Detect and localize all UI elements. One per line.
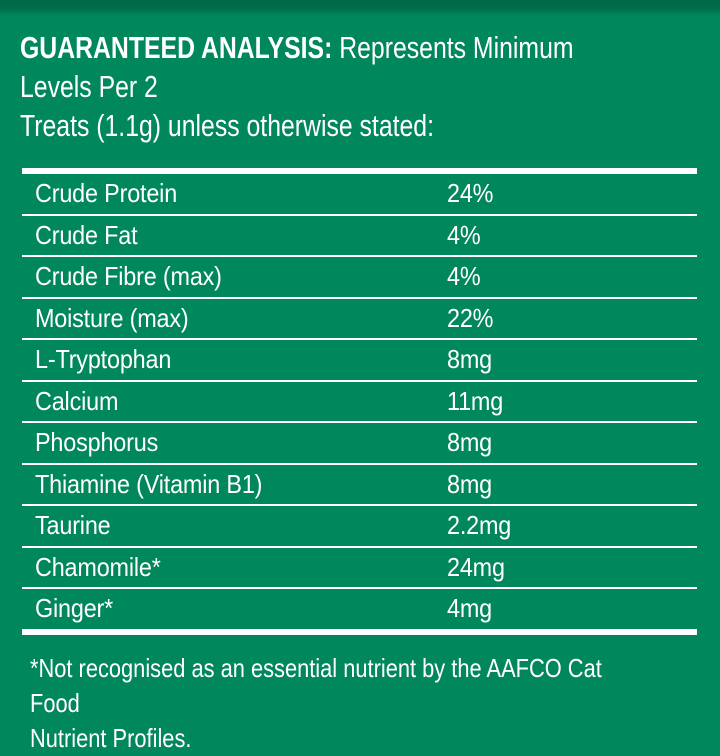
header-line-1 xyxy=(20,28,580,106)
table-row xyxy=(22,216,697,258)
nutrient-value: 22% xyxy=(447,302,494,333)
table-row xyxy=(22,465,697,507)
table-row xyxy=(22,589,697,629)
analysis-table xyxy=(22,168,697,635)
nutrient-value: 11mg xyxy=(447,385,504,416)
nutrient-name: L-Tryptophan xyxy=(35,344,172,374)
nutrient-name: Ginger* xyxy=(35,593,114,623)
nutrient-value: 8mg xyxy=(447,427,492,457)
table-row xyxy=(22,382,697,424)
table-row xyxy=(22,257,697,299)
footnote-line-2: Nutrient Profiles. xyxy=(30,722,192,753)
nutrient-name: Crude Protein xyxy=(35,178,178,208)
table-row xyxy=(22,340,697,382)
nutrient-name: Moisture (max) xyxy=(35,302,189,333)
nutrient-value: 2.2mg xyxy=(447,510,512,540)
nutrient-name: Chamomile* xyxy=(35,551,161,582)
nutrient-name: Taurine xyxy=(35,510,111,540)
footnote-line-1: *Not recognised as an essential nutrient by the AAFCO Cat Food xyxy=(30,652,602,718)
header-subtitle-part1: Represents Minimum Levels Per 2 xyxy=(20,30,574,104)
nutrient-value: 4% xyxy=(447,219,481,250)
nutrient-value: 4% xyxy=(447,261,481,291)
table-row xyxy=(22,506,697,548)
nutrient-name: Crude Fibre (max) xyxy=(35,261,222,291)
header-title: GUARANTEED ANALYSIS: xyxy=(20,30,333,65)
nutrient-value: 4mg xyxy=(447,593,492,623)
header xyxy=(0,0,720,145)
table-row xyxy=(22,548,697,590)
header-line-2 xyxy=(20,106,580,145)
nutrient-value: 8mg xyxy=(447,344,492,374)
nutrient-name: Crude Fat xyxy=(35,219,138,250)
nutrient-value: 24mg xyxy=(447,551,505,582)
nutrient-value: 24% xyxy=(447,178,494,208)
table-row xyxy=(22,174,697,216)
nutrient-value: 8mg xyxy=(447,468,492,499)
nutrient-name: Thiamine (Vitamin B1) xyxy=(35,468,263,499)
header-subtitle-part2: Treats (1.1g) unless otherwise stated: xyxy=(20,108,434,143)
nutrient-name: Phosphorus xyxy=(35,427,159,457)
table-row xyxy=(22,423,697,465)
table-row xyxy=(22,299,697,341)
footnote xyxy=(30,651,720,756)
nutrient-name: Calcium xyxy=(35,385,119,416)
